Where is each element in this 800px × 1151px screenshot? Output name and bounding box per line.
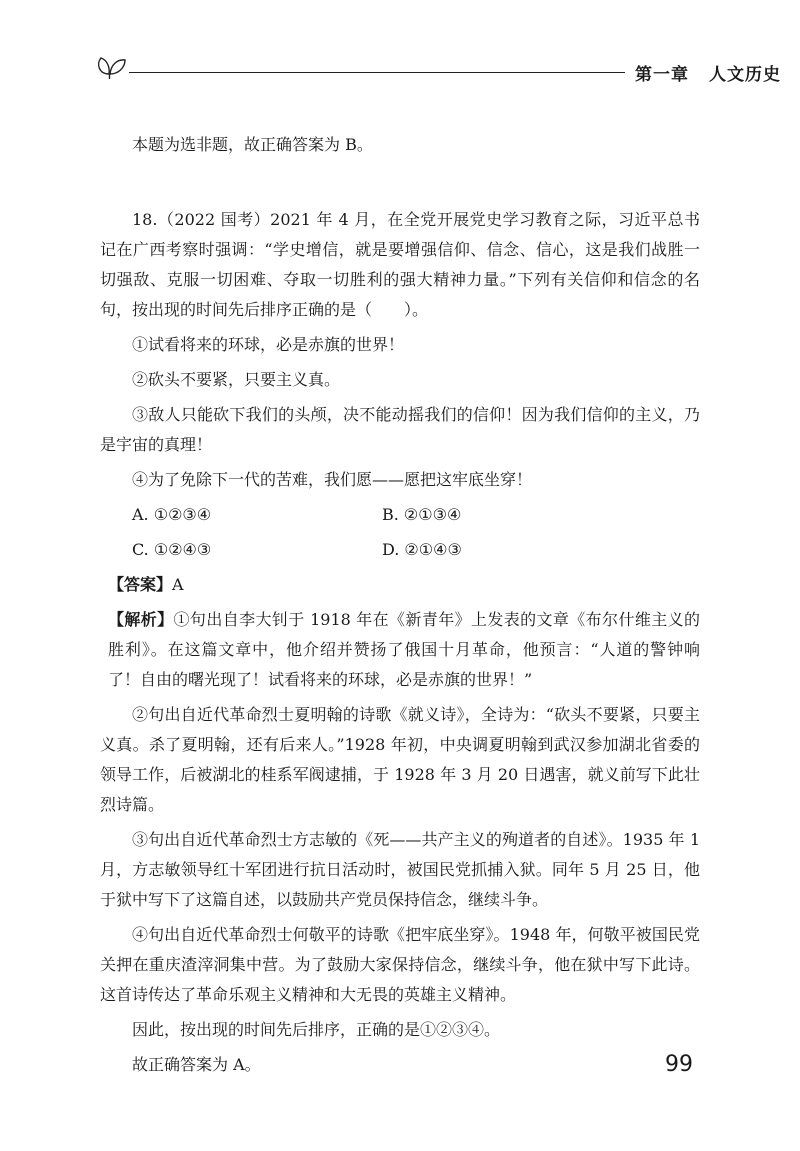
chapter-heading [635,60,781,85]
analysis-paragraph-2: ②句出自近代革命烈士夏明翰的诗歌《就义诗》，全诗为：“砍头不要紧，只要主义真。杀了夏明翰，还有后来人。”1928 年初，中央调夏明翰到武汉参加湖北省委的领导工作，后被湖北的桂系军阀逮捕，于 1928 年 3 月 20 日遇害，就义前写下此壮烈诗篇。 [100,705,700,814]
question-item-2: ②砍头不要紧，只要主义真。 [132,370,341,389]
option-b: B. ②①③④ [382,505,462,524]
page-body [100,130,700,1080]
answer-value: A [172,575,184,594]
leaf-sprout-icon [95,54,127,80]
option-a: A. ①②③④ [132,505,212,524]
analysis-paragraph-3: ③句出自近代革命烈士方志敏的《死——共产主义的殉道者的自述》。1935 年 1 月，方志敏领导红十军团进行抗日活动时，被国民党抓捕入狱。同年 5 月 25 日，他于狱中写下了这篇自述，以鼓励共产党员保持信念，继续斗争。 [100,830,700,909]
analysis-text-1: ①句出自李大钊于 1918 年在《新青年》上发表的文章《布尔什维主义的胜利》。在这篇文章中，他介绍并赞扬了俄国十月革命，他预言：“人道的警钟响了！自由的曙光现了！试看将来的环球，必是赤旗的世界！” [108,610,700,689]
final-answer: 故正确答案为 A。 [132,1055,261,1074]
header-rule [129,72,625,73]
option-d: D. ②①④③ [382,540,462,559]
answer-label: 【答案】 [108,575,173,594]
option-c: C. ①②④③ [132,540,212,559]
options-row-1 [100,500,700,530]
analysis-paragraph-4: ④句出自近代革命烈士何敬平的诗歌《把牢底坐穿》。1948 年，何敬平被国民党关押在重庆渣滓洞集中营。为了鼓励大家保持信念，继续斗争，他在狱中写下此诗。这首诗传达了革命乐观主义精神和大无畏的英雄主义精神。 [100,925,700,1004]
answer-line [100,570,700,600]
page-header [95,48,781,88]
analysis-label: 【解析】 [108,610,174,629]
analysis-conclusion: 因此，按出现的时间先后排序，正确的是①②③④。 [132,1020,501,1039]
options-row-2 [100,535,700,565]
intro-text: 本题为选非题，故正确答案为 B。 [132,135,373,154]
page-number: 99 [665,1052,693,1077]
question-item-1: ①试看将来的环球，必是赤旗的世界！ [132,335,405,354]
question-item-4: ④为了免除下一代的苦难，我们愿——愿把这牢底坐穿！ [132,470,533,489]
chapter-number: 第一章 [635,65,689,85]
question-item-3: ③敌人只能砍下我们的头颅，决不能动摇我们的信仰！因为我们信仰的主义，乃是宇宙的真理！ [100,405,700,454]
question-stem: 18.（2022 国考）2021 年 4 月，在全党开展党史学习教育之际，习近平总书记在广西考察时强调：“学史增信，就是要增强信仰、信念、信心，这是我们战胜一切强敌、克服一切困难、夺取一切胜利的强大精神力量。”下列有关信仰和信念的名句，按出现的时间先后排序正确的是（ ）。 [100,210,700,319]
chapter-title: 人文历史 [709,65,781,85]
analysis-paragraph-1 [100,605,700,695]
